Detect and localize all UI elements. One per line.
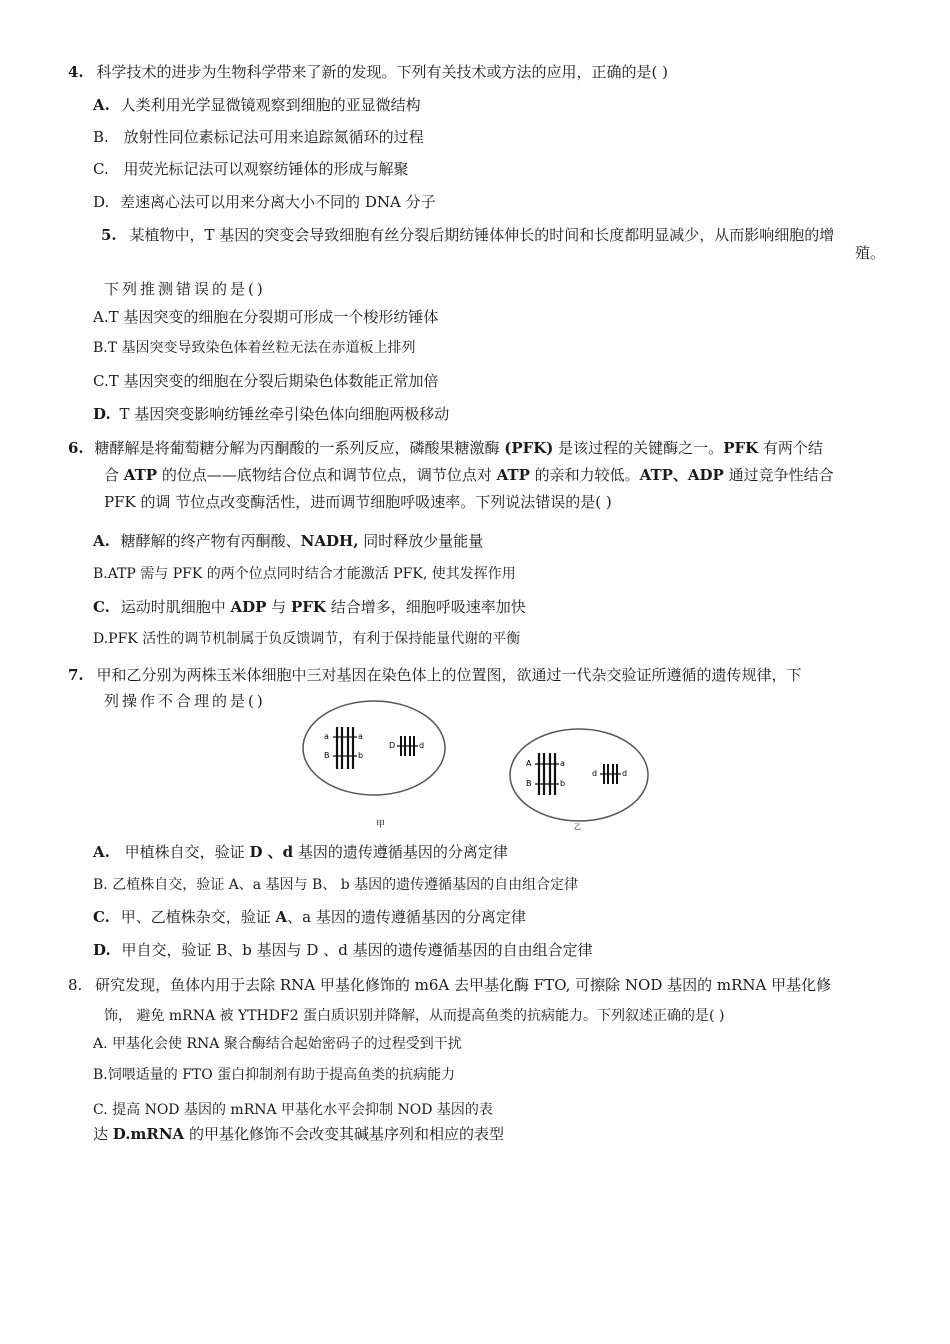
q7-option-c[interactable] [93,907,526,927]
q6-s2a: 合 [104,466,124,484]
q7-a3: 基因的遗传遵循基因的分离定律 [293,843,508,861]
q8-option-c[interactable]: C. 提高 NOD 基因的 mRNA 甲基化水平会抑制 NOD 基因的表 [93,1102,493,1118]
q8-c-continued: 达 [93,1125,113,1143]
q6-s2b: ATP [123,466,158,484]
q7-d-label: D. [93,941,111,959]
q5-stem-line1: 某植物中，T 基因的突变会导致细胞有丝分裂后期纺锤体伸长的时间和长度都明显减少，从而影响细胞的增 [129,226,835,244]
q8-stem-line1 [68,975,831,995]
q4-stem-text: 科学技术的进步为生物科学带来了新的发现。下列有关技术或方法的应用，正确的是( ) [96,63,668,81]
q5-option-b[interactable]: B.T 基因突变导致染色体着丝粒无法在赤道板上排列 [93,340,416,356]
q6-s2f: ATP、ADP [639,466,724,484]
q5-stem-line3: 下列推测错误的是() [104,280,266,298]
q6-a2: NADH, [300,532,359,550]
q7-option-d[interactable] [93,940,593,960]
q6-s1c: 是该过程的关键酶之一。 [553,439,724,457]
q6-c4: PFK [290,598,326,616]
q6-option-c[interactable] [93,597,526,617]
q7-stem-line2: 列操作不合理的是() [104,692,266,710]
q8-d-text: 的甲基化修饰不会改变其碱基序列和相应的表型 [184,1125,504,1143]
q7-a-label: A. [93,843,110,861]
q6-c3: 与 [266,598,291,616]
q7-number: 7. [68,666,84,684]
q6-option-a[interactable] [93,531,483,551]
q8-option-b[interactable]: B.饲喂适量的 FTO 蛋白抑制剂有助于提高鱼类的抗病能力 [93,1067,456,1083]
q6-s1e: 有两个结 [758,439,823,457]
q6-c1: 运动时肌细胞中 [120,598,231,616]
q6-s2d: ATP [496,466,530,484]
yi-gene-l1: A [526,759,532,768]
q6-stem-line2 [104,465,834,485]
q5-number: 5. [101,226,117,244]
q4-stem [68,62,668,82]
q7-s1: 甲和乙分别为两株玉米体细胞中三对基因在染色体上的位置图，欲通过一代杂交验证所遵循的遗传规律，下 [96,666,802,684]
q6-s1a: 糖酵解是将葡萄糖分解为丙酮酸的一系列反应，磷酸果糖激酶 [94,439,505,457]
yi-gene-r1: a [560,759,565,768]
jia-gene-l1: a [324,732,329,741]
q8-number: 8. [68,976,83,994]
jia-gene-d-right: d [419,741,425,750]
q8-d-label: D.mRNA [112,1125,185,1143]
q8-s1: 研究发现，鱼体内用于去除 RNA 甲基化修饰的 m6A 去甲基化酶 FTO, 可擦除 NOD 基因的 mRNA 甲基化修 [95,976,832,994]
yi-gene-d-left: d [592,769,598,778]
q6-c2: ADP [230,598,267,616]
q4-option-d[interactable] [93,192,436,212]
q4-option-c[interactable] [93,159,409,179]
jia-gene-d-left: D [389,741,396,750]
q4-a-label: A. [93,96,110,114]
q4-c-label: C. [93,160,109,178]
q7-option-a[interactable] [93,842,508,862]
jia-gene-r1: a [358,732,363,741]
q6-s1b: (PFK) [504,439,554,457]
q5-option-a[interactable]: A.T 基因突变的细胞在分裂期可形成一个梭形纺锤体 [93,308,439,326]
q8-option-a[interactable]: A. 甲基化会使 RNA 聚合酶结合起始密码子的过程受到干扰 [93,1036,462,1052]
q4-d-label: D. [93,193,110,211]
q6-s2e: 的亲和力较低。 [529,466,640,484]
q5-d-label: D. [93,405,111,423]
q6-s2g: 通过竞争性结合 [723,466,834,484]
q6-option-d[interactable]: D.PFK 活性的调节机制属于负反馈调节，有利于保持能量代谢的平衡 [93,631,521,647]
q7-stem-line1 [68,665,801,685]
jia-gene-r2: b [358,751,364,760]
q6-a3: 同时释放少量能量 [358,532,484,550]
chromosome-diagram [300,700,660,832]
q5-d-text: T 基因突变影响纺锤丝牵引染色体向细胞两极移动 [119,405,450,423]
q6-s2c: 的位点——底物结合位点和调节位点，调节位点对 [157,466,497,484]
q7-d-text: 甲自交，验证 B、b 基因与 D 、d 基因的遗传遵循基因的自由组合定律 [121,941,593,959]
q7-c2: A [275,908,288,926]
q6-stem-line3: PFK 的调 节位点改变酶活性，进而调节细胞呼吸速率。下列说法错误的是( ) [104,493,612,511]
q4-c-text: 用荧光标记法可以观察纺锤体的形成与解聚 [123,160,409,178]
jia-chromosome-pair-1 [337,727,353,769]
q5-option-c[interactable]: C.T 基因突变的细胞在分裂后期染色体数能正常加倍 [93,372,439,390]
q4-b-text: 放射性同位素标记法可用来追踪氮循环的过程 [123,128,424,146]
yi-gene-r2: b [560,779,566,788]
yi-caption: 乙 [574,823,581,831]
q6-a1: 糖酵解的终产物有丙酮酸、 [120,532,301,550]
q7-c1: 甲、乙植株杂交，验证 [120,908,276,926]
q7-c3: 、a 基因的遗传遵循基因的分离定律 [287,908,526,926]
q4-number: 4. [68,63,84,81]
yi-gene-l2: B [526,779,532,788]
q6-a-label: A. [93,532,110,550]
q8-option-d-line[interactable] [93,1124,504,1144]
yi-chromosome-pair-1 [539,753,555,795]
q6-s1d: PFK [723,439,759,457]
q4-option-a[interactable] [93,95,421,115]
q6-stem-line1 [68,438,823,458]
q7-a2: D 、d [249,843,294,861]
q7-a1: 甲植株自交，验证 [124,843,250,861]
q8-stem-line2: 饰， 避免 mRNA 被 YTHDF2 蛋白质识别并降解，从而提高鱼类的抗病能力。下列叙述正确的是( ) [104,1008,725,1024]
q4-option-b[interactable] [93,127,424,147]
q6-c-label: C. [93,598,110,616]
q5-option-d[interactable] [93,404,449,424]
q4-a-text: 人类利用光学显微镜观察到细胞的亚显微结构 [120,96,421,114]
q6-c5: 结合增多，细胞呼吸速率加快 [325,598,526,616]
q7-option-b[interactable]: B. 乙植株自交，验证 A、a 基因与 B、 b 基因的遗传遵循基因的自由组合定律 [93,877,579,893]
cell-yi-outline [510,729,648,821]
jia-caption: 甲 [376,820,386,830]
q5-stem [101,225,834,245]
q4-d-text: 差速离心法可以用来分离大小不同的 DNA 分子 [120,193,436,211]
q6-number: 6. [68,439,84,457]
yi-gene-d-right: d [622,769,628,778]
q5-stem-line2: 殖。 [855,244,886,262]
q4-b-label: B. [93,128,109,146]
q7-c-label: C. [93,908,110,926]
jia-gene-l2: B [324,751,330,760]
q6-option-b[interactable]: B.ATP 需与 PFK 的两个位点同时结合才能激活 PFK, 使其发挥作用 [93,566,516,582]
